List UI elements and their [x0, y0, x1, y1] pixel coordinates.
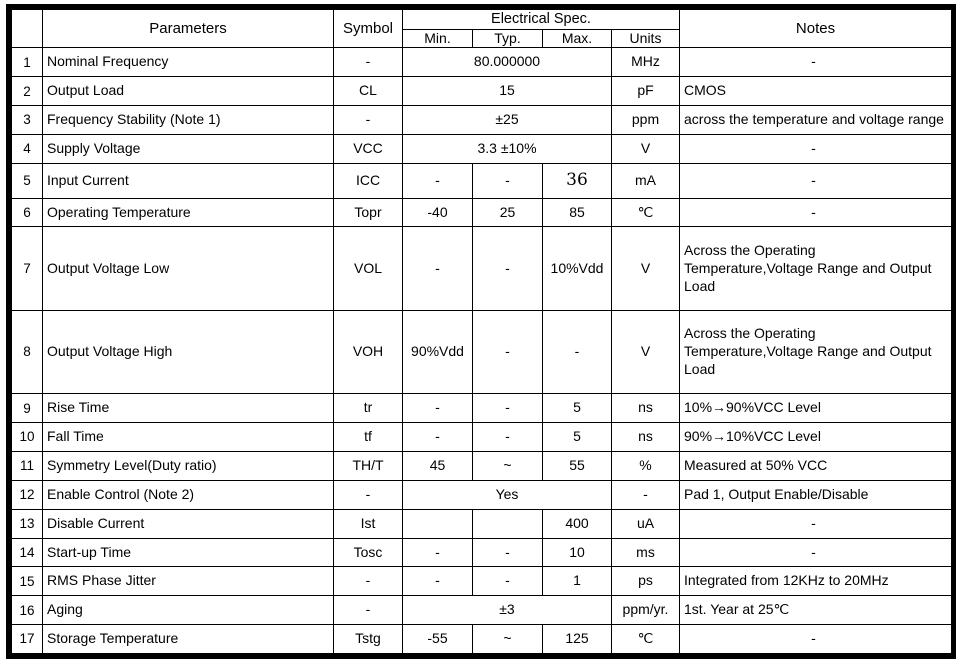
header-symbol: Symbol [334, 10, 403, 48]
row-number: 14 [12, 538, 43, 567]
spec-units: MHz [612, 48, 680, 77]
header-min: Min. [403, 29, 473, 48]
header-parameters: Parameters [43, 10, 334, 48]
parameter-note: across the temperature and voltage range [680, 106, 952, 135]
parameter-note: - [680, 163, 952, 198]
parameter-name: Storage Temperature [43, 625, 334, 654]
parameter-name: Input Current [43, 163, 334, 198]
parameter-name: Output Voltage High [43, 310, 334, 393]
table-row [12, 227, 952, 310]
electrical-specification-table [11, 9, 952, 654]
parameter-symbol: Tosc [334, 538, 403, 567]
table-row [12, 106, 952, 135]
spec-max: 5 [543, 423, 612, 452]
table-row [12, 509, 952, 538]
table-row [12, 77, 952, 106]
spec-value-merged: Yes [403, 480, 612, 509]
table-row [12, 625, 952, 654]
table-row [12, 394, 952, 423]
parameter-name: RMS Phase Jitter [43, 567, 334, 596]
row-number: 8 [12, 310, 43, 393]
row-number: 3 [12, 106, 43, 135]
parameter-note: - [680, 538, 952, 567]
parameter-note: - [680, 198, 952, 227]
row-number: 12 [12, 480, 43, 509]
spec-max: - [543, 310, 612, 393]
spec-max: 5 [543, 394, 612, 423]
spec-max: 10 [543, 538, 612, 567]
parameter-symbol: Ist [334, 509, 403, 538]
spec-value-merged: ±3 [403, 596, 612, 625]
header-max: Max. [543, 29, 612, 48]
parameter-name: Operating Temperature [43, 198, 334, 227]
spec-typ: ~ [473, 625, 543, 654]
spec-min: 45 [403, 452, 473, 481]
table-body [12, 48, 952, 654]
spec-min: - [403, 163, 473, 198]
spec-max: 400 [543, 509, 612, 538]
row-number: 16 [12, 596, 43, 625]
parameter-note: 90%→10%VCC Level [680, 423, 952, 452]
spec-min: -40 [403, 198, 473, 227]
spec-typ: - [473, 423, 543, 452]
spec-units: ppm/yr. [612, 596, 680, 625]
spec-max: 10%Vdd [543, 227, 612, 310]
spec-max: 55 [543, 452, 612, 481]
spec-units: ℃ [612, 198, 680, 227]
parameter-name: Output Load [43, 77, 334, 106]
spec-max: 1 [543, 567, 612, 596]
parameter-symbol: VCC [334, 134, 403, 163]
spec-typ: - [473, 227, 543, 310]
row-number: 4 [12, 134, 43, 163]
parameter-name: Aging [43, 596, 334, 625]
parameter-symbol: VOL [334, 227, 403, 310]
table-row [12, 538, 952, 567]
table-row [12, 596, 952, 625]
spec-value-merged: 3.3 ±10% [403, 134, 612, 163]
spec-units: ppm [612, 106, 680, 135]
spec-max: 85 [543, 198, 612, 227]
parameter-symbol: VOH [334, 310, 403, 393]
spec-units: ℃ [612, 625, 680, 654]
row-number: 5 [12, 163, 43, 198]
parameter-note: 10%→90%VCC Level [680, 394, 952, 423]
spec-typ [473, 509, 543, 538]
table-row [12, 163, 952, 198]
row-number: 11 [12, 452, 43, 481]
spec-typ: - [473, 163, 543, 198]
parameter-note: Integrated from 12KHz to 20MHz [680, 567, 952, 596]
spec-min: 90%Vdd [403, 310, 473, 393]
parameter-symbol: - [334, 480, 403, 509]
parameter-symbol: tf [334, 423, 403, 452]
table-row [12, 567, 952, 596]
spec-min: - [403, 538, 473, 567]
table-row [12, 134, 952, 163]
row-number: 1 [12, 48, 43, 77]
table-row [12, 423, 952, 452]
table-row [12, 48, 952, 77]
spec-max: 36 [543, 163, 612, 198]
spec-units: % [612, 452, 680, 481]
spec-units: ps [612, 567, 680, 596]
spec-typ: ~ [473, 452, 543, 481]
parameter-note: Measured at 50% VCC [680, 452, 952, 481]
spec-typ: 25 [473, 198, 543, 227]
parameter-symbol: Topr [334, 198, 403, 227]
spec-typ: - [473, 538, 543, 567]
parameter-symbol: Tstg [334, 625, 403, 654]
header-units: Units [612, 29, 680, 48]
header-notes: Notes [680, 10, 952, 48]
spec-max: 125 [543, 625, 612, 654]
table-row [12, 198, 952, 227]
header-typ: Typ. [473, 29, 543, 48]
spec-value-merged: ±25 [403, 106, 612, 135]
spec-units: V [612, 310, 680, 393]
parameter-name: Supply Voltage [43, 134, 334, 163]
header-no [12, 10, 43, 48]
parameter-symbol: - [334, 48, 403, 77]
parameter-note: Across the Operating Temperature,Voltage Range and Output Load [680, 227, 952, 310]
parameter-note: - [680, 625, 952, 654]
parameter-note: - [680, 134, 952, 163]
spec-units: V [612, 134, 680, 163]
spec-min: - [403, 227, 473, 310]
spec-units: ns [612, 423, 680, 452]
spec-min [403, 509, 473, 538]
row-number: 13 [12, 509, 43, 538]
row-number: 17 [12, 625, 43, 654]
parameter-symbol: ICC [334, 163, 403, 198]
parameter-name: Start-up Time [43, 538, 334, 567]
row-number: 2 [12, 77, 43, 106]
parameter-name: Fall Time [43, 423, 334, 452]
parameter-note: Pad 1, Output Enable/Disable [680, 480, 952, 509]
row-number: 9 [12, 394, 43, 423]
spec-units: uA [612, 509, 680, 538]
parameter-symbol: - [334, 567, 403, 596]
parameter-name: Symmetry Level(Duty ratio) [43, 452, 334, 481]
table-header [12, 10, 952, 48]
spec-units: V [612, 227, 680, 310]
table-row [12, 452, 952, 481]
parameter-note: Across the Operating Temperature,Voltage Range and Output Load [680, 310, 952, 393]
parameter-note: - [680, 48, 952, 77]
specification-table-frame [6, 4, 956, 659]
parameter-name: Frequency Stability (Note 1) [43, 106, 334, 135]
row-number: 10 [12, 423, 43, 452]
spec-value-merged: 15 [403, 77, 612, 106]
spec-units: mA [612, 163, 680, 198]
parameter-name: Disable Current [43, 509, 334, 538]
spec-min: -55 [403, 625, 473, 654]
parameter-note: 1st. Year at 25℃ [680, 596, 952, 625]
spec-typ: - [473, 394, 543, 423]
parameter-name: Output Voltage Low [43, 227, 334, 310]
header-electrical-spec: Electrical Spec. [403, 10, 680, 30]
spec-units: ns [612, 394, 680, 423]
parameter-symbol: tr [334, 394, 403, 423]
spec-typ: - [473, 567, 543, 596]
row-number: 15 [12, 567, 43, 596]
table-row [12, 480, 952, 509]
parameter-symbol: - [334, 596, 403, 625]
parameter-name: Nominal Frequency [43, 48, 334, 77]
spec-value-merged: 80.000000 [403, 48, 612, 77]
spec-units: - [612, 480, 680, 509]
spec-min: - [403, 394, 473, 423]
parameter-symbol: TH/T [334, 452, 403, 481]
spec-units: pF [612, 77, 680, 106]
row-number: 6 [12, 198, 43, 227]
parameter-symbol: CL [334, 77, 403, 106]
table-row [12, 310, 952, 393]
spec-min: - [403, 567, 473, 596]
parameter-name: Rise Time [43, 394, 334, 423]
header-row-top [12, 10, 952, 30]
spec-min: - [403, 423, 473, 452]
row-number: 7 [12, 227, 43, 310]
parameter-note: - [680, 509, 952, 538]
parameter-name: Enable Control (Note 2) [43, 480, 334, 509]
parameter-note: CMOS [680, 77, 952, 106]
spec-typ: - [473, 310, 543, 393]
parameter-symbol: - [334, 106, 403, 135]
spec-units: ms [612, 538, 680, 567]
